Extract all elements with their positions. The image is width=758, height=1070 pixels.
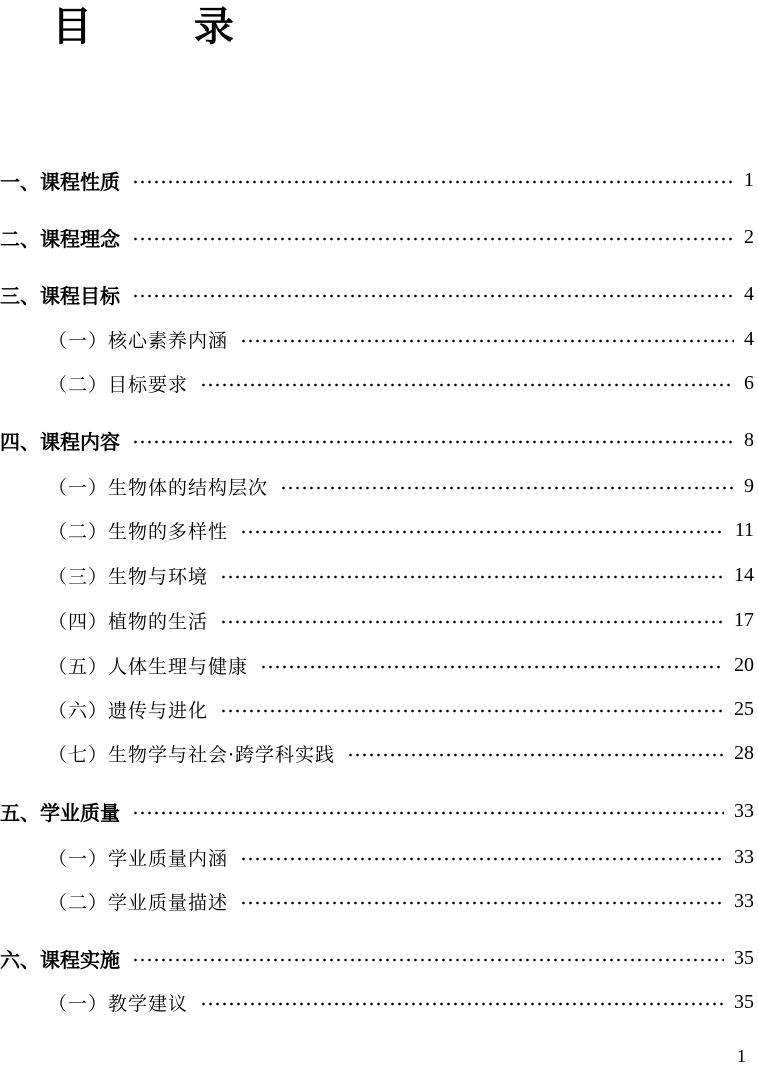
toc-entry-page: 35 bbox=[734, 990, 754, 1013]
toc-entry[interactable] bbox=[0, 279, 754, 309]
toc-entry-page: 33 bbox=[734, 845, 754, 868]
toc-entry-label: （二）学业质量描述 bbox=[48, 891, 229, 914]
toc-entry-label: 五、学业质量 bbox=[0, 800, 120, 825]
toc-entry-label: （四）植物的生活 bbox=[48, 610, 209, 633]
dot-leader bbox=[132, 237, 734, 241]
dot-leader bbox=[132, 294, 734, 298]
toc-entry[interactable] bbox=[48, 560, 754, 590]
toc-entry[interactable] bbox=[48, 471, 754, 501]
toc-entry-label: （一）教学建议 bbox=[48, 992, 189, 1015]
dot-leader bbox=[347, 753, 724, 757]
toc-entry[interactable] bbox=[0, 796, 754, 826]
toc-entry-label: （三）生物与环境 bbox=[48, 565, 209, 588]
toc-entry[interactable] bbox=[48, 324, 754, 354]
toc-entry-label: （二）目标要求 bbox=[48, 373, 189, 396]
toc-entry-label: （二）生物的多样性 bbox=[48, 520, 229, 543]
dot-leader bbox=[132, 811, 724, 815]
toc-entry-page: 17 bbox=[734, 608, 754, 631]
dot-leader bbox=[280, 486, 734, 490]
toc-entry-page: 28 bbox=[734, 741, 754, 764]
toc-entry[interactable] bbox=[0, 165, 754, 195]
toc-entry[interactable] bbox=[48, 694, 754, 724]
toc-entry-page: 33 bbox=[734, 889, 754, 912]
dot-leader bbox=[240, 530, 725, 534]
dot-leader bbox=[200, 383, 734, 387]
toc-entry[interactable] bbox=[48, 368, 754, 398]
dot-leader bbox=[220, 709, 724, 713]
toc-entry-page: 35 bbox=[734, 946, 754, 969]
toc-entry[interactable] bbox=[48, 650, 754, 680]
dot-leader bbox=[240, 901, 724, 905]
page-title: 目 录 bbox=[52, 4, 278, 50]
toc-entry-page: 33 bbox=[734, 799, 754, 822]
toc-entry-label: 二、课程理念 bbox=[0, 226, 120, 251]
toc-entry-label: 六、课程实施 bbox=[0, 947, 120, 972]
page-number: 1 bbox=[737, 1046, 746, 1066]
dot-leader bbox=[132, 958, 724, 962]
toc-entry[interactable] bbox=[0, 222, 754, 252]
toc-entry-label: 三、课程目标 bbox=[0, 283, 120, 308]
dot-leader bbox=[240, 339, 734, 343]
toc-entry-page: 11 bbox=[734, 518, 754, 541]
toc-entry-label: （五）人体生理与健康 bbox=[48, 655, 249, 678]
toc-entry-page: 2 bbox=[744, 225, 754, 248]
toc-entry[interactable] bbox=[48, 987, 754, 1017]
toc-entry-label: （七）生物学与社会·跨学科实践 bbox=[48, 743, 336, 766]
toc-entry[interactable] bbox=[48, 842, 754, 872]
toc-entry-page: 6 bbox=[744, 371, 754, 394]
dot-leader bbox=[240, 857, 724, 861]
dot-leader bbox=[260, 665, 724, 669]
toc-entry[interactable] bbox=[48, 886, 754, 916]
dot-leader bbox=[220, 620, 724, 624]
dot-leader bbox=[132, 440, 734, 444]
toc-entry-label: （一）核心素养内涵 bbox=[48, 329, 229, 352]
toc-entry[interactable] bbox=[48, 515, 754, 545]
toc-entry-page: 25 bbox=[734, 697, 754, 720]
toc-entry-label: 一、课程性质 bbox=[0, 169, 120, 194]
toc-entry-page: 9 bbox=[744, 474, 754, 497]
toc-entry-page: 1 bbox=[744, 168, 754, 191]
toc-entry-page: 20 bbox=[734, 653, 754, 676]
toc-entry[interactable] bbox=[0, 425, 754, 455]
dot-leader bbox=[132, 180, 734, 184]
dot-leader bbox=[220, 575, 724, 579]
toc-entry-label: 四、课程内容 bbox=[0, 429, 120, 454]
toc-entry-label: （一）学业质量内涵 bbox=[48, 847, 229, 870]
toc-entry-label: （六）遗传与进化 bbox=[48, 699, 209, 722]
toc-entry-label: （一）生物体的结构层次 bbox=[48, 476, 269, 499]
toc-entry-page: 14 bbox=[734, 563, 754, 586]
dot-leader bbox=[200, 1002, 724, 1006]
toc-entry[interactable] bbox=[0, 943, 754, 973]
toc-entry-page: 4 bbox=[744, 282, 754, 305]
toc-entry-page: 8 bbox=[744, 428, 754, 451]
toc-entry[interactable] bbox=[48, 605, 754, 635]
toc-entry-page: 4 bbox=[744, 327, 754, 350]
toc-entry[interactable] bbox=[48, 738, 754, 768]
